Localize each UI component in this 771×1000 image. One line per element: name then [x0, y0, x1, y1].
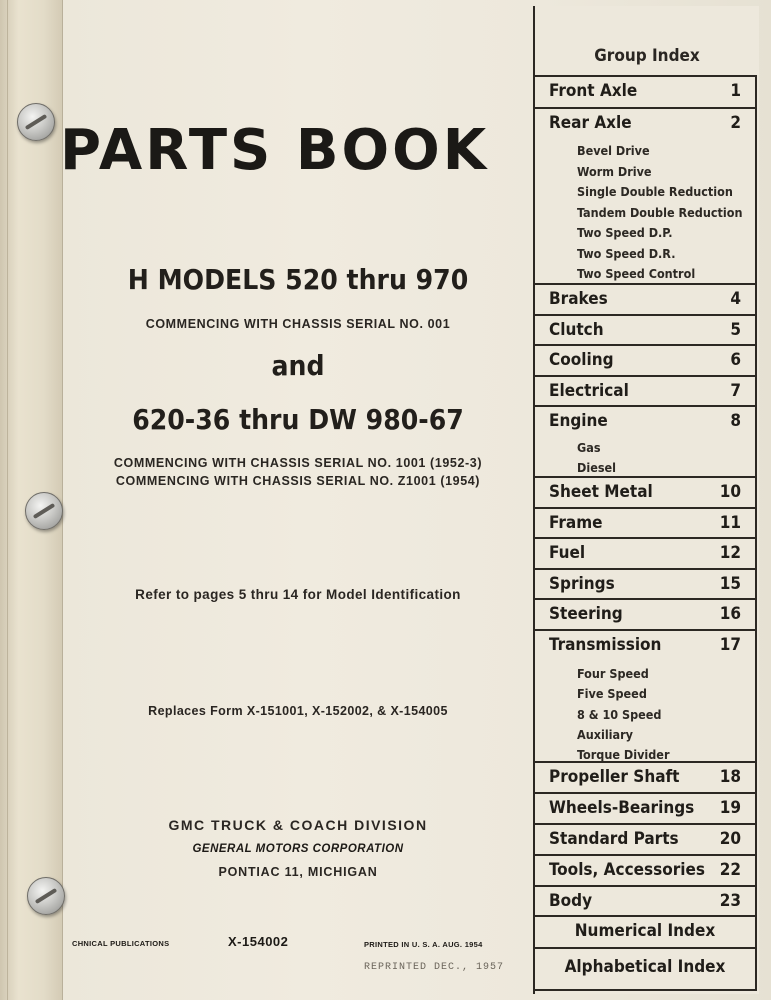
refer-note: Refer to pages 5 thru 14 for Model Identification	[135, 587, 461, 602]
index-row-fuel[interactable]	[535, 537, 757, 570]
binding-screw-icon	[17, 103, 55, 141]
index-row-transmission[interactable]	[535, 629, 757, 763]
index-row-frame[interactable]	[535, 507, 757, 539]
index-row-label: Springs	[549, 574, 615, 594]
index-subitem: Two Speed D.P.	[577, 225, 673, 240]
index-row-label: Cooling	[549, 350, 614, 370]
index-row-standard-parts[interactable]	[535, 823, 757, 856]
index-row-number: 10	[719, 482, 741, 502]
index-row-number: 16	[719, 604, 741, 624]
index-row-number: 20	[719, 829, 741, 849]
index-row-number: 4	[730, 289, 741, 309]
index-row-engine[interactable]	[535, 405, 757, 478]
index-row-label: Wheels-Bearings	[549, 798, 695, 818]
index-row-label: Front Axle	[549, 81, 638, 101]
index-row-label: Body	[549, 891, 593, 911]
publisher-city: PONTIAC 11, MICHIGAN	[218, 865, 378, 879]
replaces-note: Replaces Form X-151001, X-152002, & X-154005	[148, 704, 448, 718]
index-row-number: 1	[730, 81, 741, 101]
index-row-label: Engine	[549, 411, 608, 431]
index-row-label: Tools, Accessories	[549, 860, 705, 880]
index-row-label: Numerical Index	[574, 921, 716, 941]
index-subitem: Two Speed D.R.	[577, 246, 676, 261]
models-heading-2: 620-36 thru DW 980-67	[132, 403, 464, 436]
index-row-label: Sheet Metal	[549, 482, 653, 502]
index-row-electrical[interactable]	[535, 375, 757, 407]
index-row-number: 5	[730, 320, 741, 340]
index-row-number: 6	[730, 350, 741, 370]
index-subitem: Single Double Reduction	[577, 184, 733, 199]
serial-line-2a: COMMENCING WITH CHASSIS SERIAL NO. 1001 (1952-3)	[113, 456, 483, 470]
index-row-label: Frame	[549, 513, 603, 533]
index-row-alphabetical-index[interactable]	[535, 947, 757, 991]
index-row-label: Rear Axle	[549, 113, 632, 133]
serial-line-2b: COMMENCING WITH CHASSIS SERIAL NO. Z1001 (1954)	[115, 474, 481, 488]
index-row-label: Transmission	[549, 635, 662, 655]
publisher-corporation: GENERAL MOTORS CORPORATION	[192, 843, 404, 855]
index-row-brakes[interactable]	[535, 283, 757, 316]
index-row-label: Steering	[549, 604, 623, 624]
index-subitem: Auxiliary	[577, 727, 633, 742]
index-row-number: 8	[730, 411, 741, 431]
binding-screw-icon	[25, 492, 63, 530]
index-subitem: Bevel Drive	[577, 143, 650, 158]
index-row-number: 23	[719, 891, 741, 911]
index-row-tools-accessories[interactable]	[535, 854, 757, 887]
index-row-number: 7	[730, 381, 741, 401]
index-subitem: Five Speed	[577, 686, 647, 701]
reprinted-stamp: REPRINTED DEC., 1957	[364, 962, 505, 973]
page-title: PARTS BOOK	[60, 118, 490, 183]
index-subitem: Diesel	[577, 460, 616, 475]
index-row-body[interactable]	[535, 885, 757, 917]
index-row-label: Standard Parts	[549, 829, 679, 849]
index-row-label: Brakes	[549, 289, 608, 309]
publisher-division: GMC TRUCK & COACH DIVISION	[168, 817, 428, 833]
binding-screw-icon	[27, 877, 65, 915]
index-subitem: Torque Divider	[577, 747, 670, 762]
index-row-wheels-bearings[interactable]	[535, 792, 757, 825]
index-row-label: Electrical	[549, 381, 629, 401]
index-row-number: 12	[719, 543, 741, 563]
index-row-label: Fuel	[549, 543, 586, 563]
index-row-number: 18	[719, 767, 741, 787]
index-row-number: 2	[730, 113, 741, 133]
index-row-number: 11	[719, 513, 741, 533]
group-index-panel	[533, 6, 759, 994]
group-index-heading: Group Index	[594, 46, 700, 66]
index-row-cooling[interactable]	[535, 344, 757, 377]
index-row-number: 19	[719, 798, 741, 818]
serial-line-1: COMMENCING WITH CHASSIS SERIAL NO. 001	[145, 317, 451, 331]
index-row-propeller-shaft[interactable]	[535, 761, 757, 794]
binding-edge	[7, 0, 8, 1000]
index-subitem: Worm Drive	[577, 164, 652, 179]
index-row-label: Alphabetical Index	[564, 957, 726, 977]
index-row-label: Clutch	[549, 320, 604, 340]
models-heading-1: H MODELS 520 thru 970	[127, 263, 469, 296]
index-subitem: Two Speed Control	[577, 266, 696, 281]
index-row-number: 15	[719, 574, 741, 594]
and-text: and	[271, 349, 325, 382]
index-row-label: Propeller Shaft	[549, 767, 680, 787]
index-row-springs[interactable]	[535, 568, 757, 600]
index-subitem: 8 & 10 Speed	[577, 707, 662, 722]
index-row-sheet-metal[interactable]	[535, 476, 757, 509]
form-code: X-154002	[228, 934, 289, 949]
index-subitem: Tandem Double Reduction	[577, 205, 743, 220]
index-row-number: 17	[719, 635, 741, 655]
index-subitem: Four Speed	[577, 666, 649, 681]
index-row-front-axle[interactable]	[535, 75, 757, 109]
technical-publications-label: CHNICAL PUBLICATIONS	[72, 939, 170, 948]
printed-date: PRINTED IN U. S. A. AUG. 1954	[364, 940, 483, 949]
index-row-clutch[interactable]	[535, 314, 757, 346]
index-row-steering[interactable]	[535, 598, 757, 631]
index-row-rear-axle[interactable]	[535, 107, 757, 285]
index-row-numerical-index[interactable]	[535, 915, 757, 949]
index-row-number: 22	[719, 860, 741, 880]
index-subitem: Gas	[577, 440, 601, 455]
